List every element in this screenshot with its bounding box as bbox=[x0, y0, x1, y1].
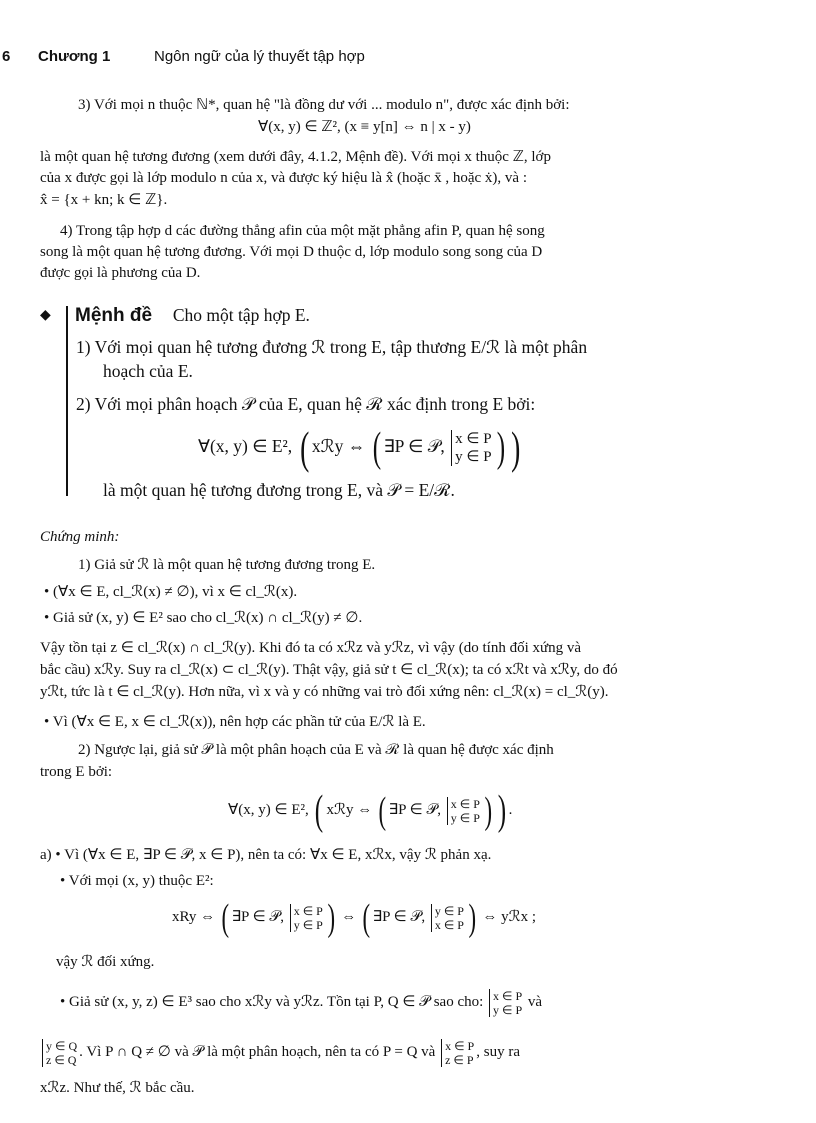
transitive-system-3 bbox=[441, 1039, 474, 1067]
formula3-system-2-top: y ∈ P bbox=[434, 903, 464, 918]
proposition-intro: Cho một tập hợp E. bbox=[172, 305, 310, 325]
transitive-system-1-top: x ∈ P bbox=[493, 988, 523, 1003]
formula3-system-1-top: x ∈ P bbox=[293, 903, 323, 918]
formula-relation: xℛy ⇔ bbox=[311, 436, 366, 456]
proof-formula-3: xRy ⇔ ( ∃P ∈ 𝒫, x ∈ P y ∈ P ) ⇔ ( ∃P ∈ 𝒫, y ∈ P x ∈ P ) ⇔ yℛx ; bbox=[172, 896, 537, 939]
formula2-quantifier: ∀(x, y) ∈ E², bbox=[228, 802, 309, 818]
chapter-label: Chương 1 bbox=[38, 48, 111, 65]
formula3-system-2-bottom: x ∈ P bbox=[434, 917, 464, 932]
proposition-title: Mệnh đề bbox=[75, 305, 153, 326]
transitive-system-1 bbox=[489, 989, 522, 1017]
proposition-item-2-line-1: 2) Với mọi phân hoạch 𝒫 của E, quan hệ ℛ xác định trong E bởi: bbox=[76, 394, 536, 414]
proposition-marker-icon: ◆ bbox=[40, 308, 51, 323]
formula2-system-bottom: y ∈ P bbox=[450, 810, 480, 825]
formula3-system-1 bbox=[290, 904, 323, 932]
formula3-system-2 bbox=[431, 904, 464, 932]
example-3-line-4: x̂ = {x + kn; k ∈ ℤ}. bbox=[40, 192, 168, 208]
example-4-line-2: song là một quan hệ tương đương. Với mọi D thuộc d, lớp modulo song song của D bbox=[40, 244, 543, 260]
chapter-title: Ngôn ngữ của lý thuyết tập hợp bbox=[154, 48, 365, 65]
example-3-line-3: của x được gọi là lớp modulo n của x, và được ký hiệu là x̂ (hoặc x̄ , hoặc ẋ), và : bbox=[40, 170, 528, 186]
system-bottom: y ∈ P bbox=[455, 448, 492, 465]
formula2-exists: ∃P ∈ 𝒫, bbox=[388, 802, 442, 818]
proof-part-1: 1) Giả sử ℛ là một quan hệ tương đương trong E. bbox=[78, 557, 376, 573]
example-3-line-2: là một quan hệ tương đương (xem dưới đây, 4.1.2, Mệnh đề). Với mọi x thuộc ℤ, lớp bbox=[40, 149, 551, 165]
proof-part-2-line-2: trong E bởi: bbox=[40, 764, 113, 780]
formula2-system bbox=[447, 797, 480, 825]
proposition-conclusion: là một quan hệ tương đương trong E, và 𝒫 = E/ℛ. bbox=[103, 480, 455, 500]
transitive-system-2 bbox=[42, 1039, 77, 1067]
proof-symmetric-intro: • Với mọi (x, y) thuộc E²: bbox=[60, 873, 214, 889]
proof-final-line: xℛz. Như thế, ℛ bắc cầu. bbox=[40, 1080, 195, 1096]
formula2-end: . bbox=[508, 802, 513, 818]
example-3-line-1: 3) Với mọi n thuộc ℕ*, quan hệ "là đồng dư với ... modulo n", được xác định bởi: bbox=[78, 97, 570, 113]
formula3-system-1-bottom: y ∈ P bbox=[293, 917, 323, 932]
transitive-text: • Giả sử (x, y, z) ∈ E³ sao cho xℛy và yℛz. Tồn tại P, Q ∈ 𝒫 sao cho: bbox=[60, 994, 484, 1010]
proposition-formula: ∀(x, y) ∈ E², ( xℛy ⇔ ( ∃P ∈ 𝒫, x ∈ P y ∈ P ) ) bbox=[198, 421, 520, 473]
proof-transitive-line bbox=[60, 982, 542, 1022]
page-number: 6 bbox=[2, 48, 11, 65]
proof-reflexive-line: a) • Vì (∀x ∈ E, ∃P ∈ 𝒫, x ∈ P), nên ta có: ∀x ∈ E, xℛx, vậy ℛ phản xạ. bbox=[40, 847, 492, 863]
formula-exists: ∃P ∈ 𝒫, bbox=[383, 436, 445, 456]
example-3-formula: ∀(x, y) ∈ ℤ², (x ≡ y[n] ⇔ n | x - y) bbox=[258, 119, 471, 135]
formula3-exists-2: ∃P ∈ 𝒫, bbox=[372, 909, 426, 925]
transitive-system-1-bottom: y ∈ P bbox=[493, 1002, 523, 1017]
formula3-exists-1: ∃P ∈ 𝒫, bbox=[231, 909, 284, 925]
proposition-heading-row bbox=[75, 302, 310, 329]
proof-bullet-1: • (∀x ∈ E, cl_ℛ(x) ≠ ∅), vì x ∈ cl_ℛ(x). bbox=[44, 584, 298, 600]
system-top: x ∈ P bbox=[455, 430, 492, 447]
proof-paragraph-line-2: bắc cầu) xℛy. Suy ra cl_ℛ(x) ⊂ cl_ℛ(y). Thật vậy, giả sử t ∈ cl_ℛ(x); ta có xℛt và xℛy, do đó bbox=[40, 662, 618, 678]
formula-quantifier: ∀(x, y) ∈ E², bbox=[198, 436, 293, 456]
proof-bullet-2: • Giả sử (x, y) ∈ E² sao cho cl_ℛ(x) ∩ cl_ℛ(y) ≠ ∅. bbox=[44, 610, 363, 626]
proposition-item-1-line-1: 1) Với mọi quan hệ tương đương ℛ trong E, tập thương E/ℛ là một phân bbox=[76, 337, 588, 357]
proof-symmetric-conclusion: vậy ℛ đối xứng. bbox=[56, 954, 155, 970]
formula3-start: xRy ⇔ bbox=[172, 909, 216, 925]
proof-transitive-line-2 bbox=[40, 1032, 520, 1072]
transitive-system-3-bottom: z ∈ P bbox=[445, 1052, 474, 1067]
proposition-bar bbox=[66, 306, 68, 496]
proof-bullet-3: • Vì (∀x ∈ E, x ∈ cl_ℛ(x)), nên hợp các phần tử của E/ℛ là E. bbox=[44, 714, 426, 730]
example-4-line-3: được gọi là phương của D. bbox=[40, 265, 201, 281]
formula-system bbox=[451, 430, 491, 466]
formula2-system-top: x ∈ P bbox=[450, 796, 480, 811]
proof-paragraph-line-3: yℛt, tức là t ∈ cl_ℛ(y). Hơn nữa, vì x và y có những vai trò đối xứng nên: cl_ℛ(x) = cl_ℛ(y). bbox=[40, 684, 609, 700]
transitive-system-3-top: x ∈ P bbox=[445, 1038, 475, 1053]
proof-paragraph-line-1: Vậy tồn tại z ∈ cl_ℛ(x) ∩ cl_ℛ(y). Khi đó ta có xℛz và yℛz, vì vậy (do tính đối xứng và bbox=[40, 640, 582, 656]
transitive-system-2-bottom: z ∈ Q bbox=[46, 1052, 77, 1067]
proof-formula-2: ∀(x, y) ∈ E², ( xℛy ⇔ ( ∃P ∈ 𝒫, x ∈ P y ∈ P ) ) . bbox=[228, 787, 513, 834]
formula3-end: ⇔ yℛx ; bbox=[482, 909, 537, 925]
transitive-system-2-top: y ∈ Q bbox=[46, 1038, 78, 1053]
proposition-item-1-line-2: hoạch của E. bbox=[103, 361, 193, 381]
transitive-end: , suy ra bbox=[476, 1044, 520, 1060]
transitive-text-2: . Vì P ∩ Q ≠ ∅ và 𝒫 là một phân hoạch, nên ta có P = Q và bbox=[79, 1044, 436, 1060]
formula3-equivalence: ⇔ bbox=[341, 909, 357, 925]
proof-label: Chứng minh: bbox=[40, 529, 120, 545]
proof-part-2-line-1: 2) Ngược lại, giả sử 𝒫 là một phân hoạch của E và ℛ là quan hệ được xác định bbox=[78, 742, 554, 758]
formula2-relation: xℛy ⇔ bbox=[326, 802, 373, 818]
transitive-and: và bbox=[527, 994, 543, 1010]
example-4-line-1: 4) Trong tập hợp d các đường thẳng afin của một mặt phẳng afin P, quan hệ song bbox=[60, 223, 545, 239]
